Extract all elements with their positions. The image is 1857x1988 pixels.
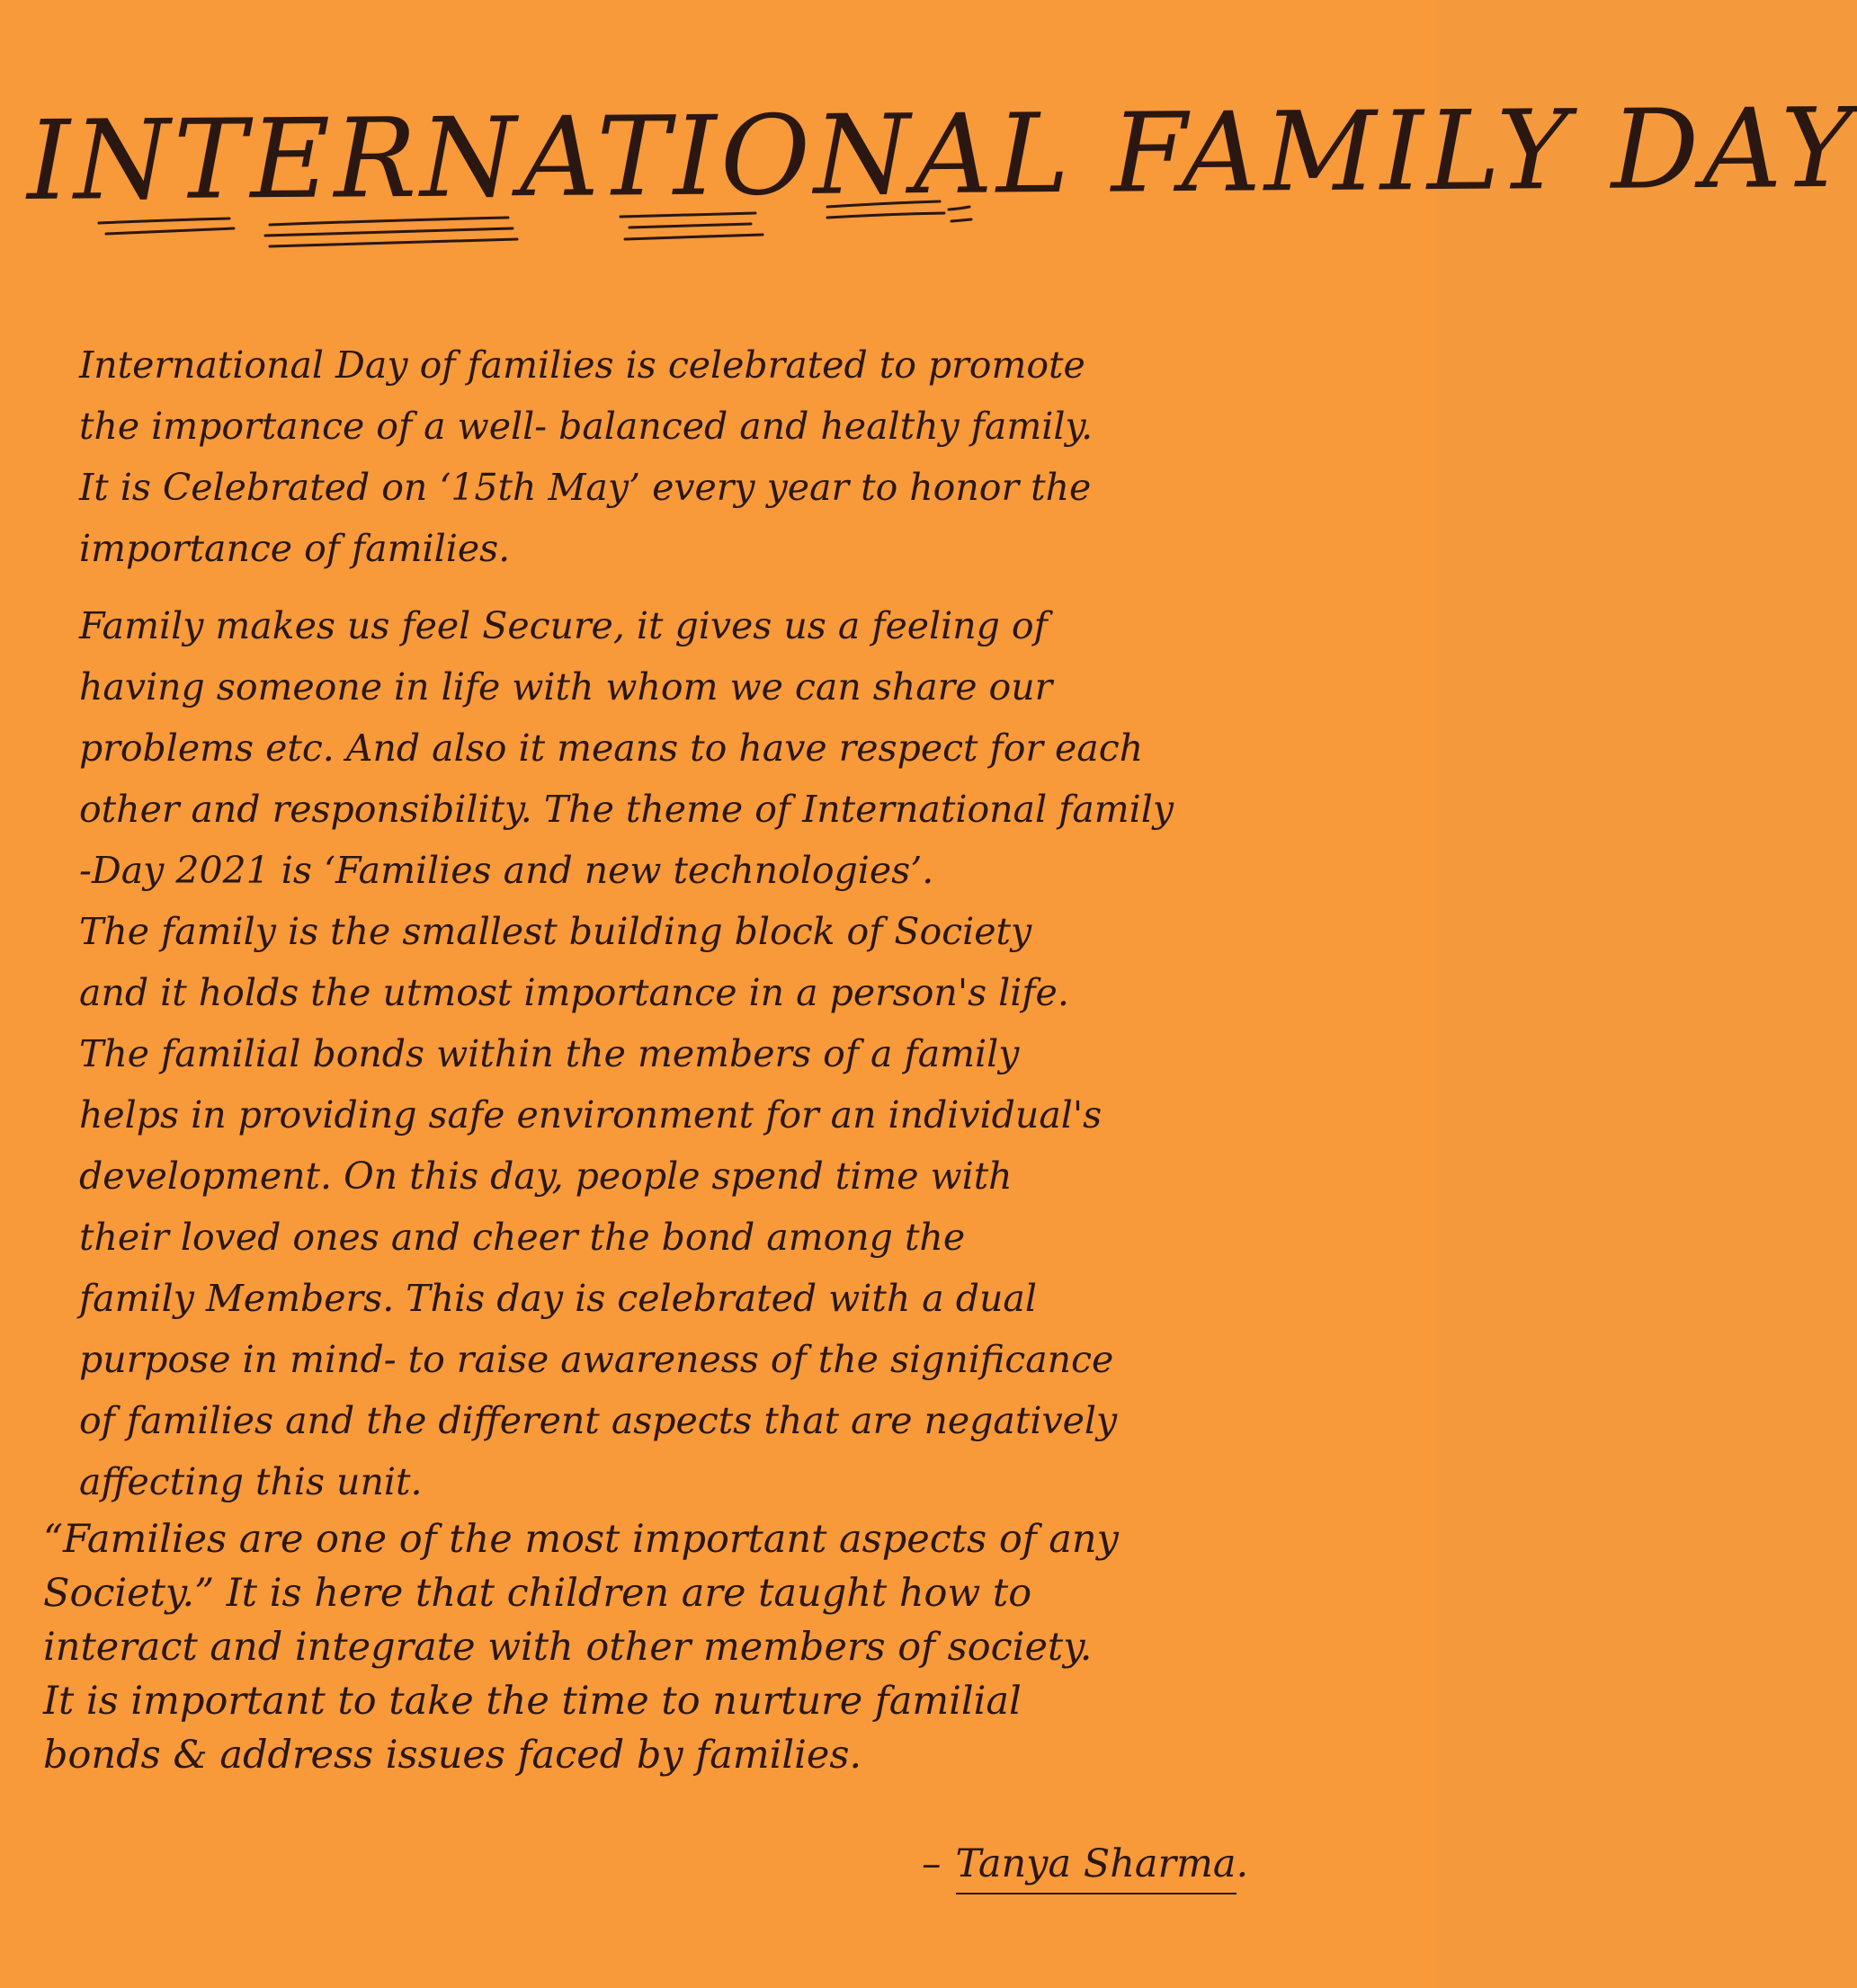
text-line: The familial bonds within the members of a family: [79, 1032, 1020, 1075]
signature-name: Tanya Sharma: [956, 1845, 1237, 1893]
body-text: [79, 334, 1410, 1512]
quote-line: interact and integrate with other members of society.: [43, 1625, 1093, 1670]
signature-terminal: .: [1236, 1841, 1249, 1886]
text-line: -Day 2021 is ‘Families and new technologies’.: [79, 849, 934, 892]
quote-line: Society.” It is here that children are taught how to: [43, 1571, 1032, 1616]
signature: [922, 1841, 1371, 1893]
text-line: The family is the smallest building block of Society: [79, 910, 1032, 953]
page-title: INTERNATIONAL FAMILY DAY: [26, 84, 1857, 225]
quote-line: bonds & address issues faced by families.: [43, 1733, 862, 1778]
text-line: affecting this unit.: [79, 1460, 423, 1503]
text-line: Family makes us feel Secure, it gives us a feeling of: [79, 604, 1048, 647]
signature-dash: –: [922, 1841, 942, 1886]
text-line: having someone in life with whom we can share our: [79, 665, 1053, 709]
paragraph-1: [79, 334, 1410, 579]
text-line: and it holds the utmost importance in a person's life.: [79, 971, 1069, 1014]
quote-line: It is important to take the time to nurture familial: [43, 1679, 1022, 1724]
text-line: the importance of a well- balanced and healthy family.: [79, 405, 1094, 448]
paragraph-2: [79, 595, 1410, 1512]
text-line: development. On this day, people spend time with: [79, 1154, 1013, 1198]
quote-line: “Families are one of the most important aspects of any: [43, 1517, 1119, 1562]
text-line: It is Celebrated on ‘15th May’ every year to honor the: [79, 466, 1092, 509]
text-line: their loved ones and cheer the bond among the: [79, 1216, 966, 1259]
text-line: problems etc. And also it means to have respect for each: [79, 727, 1144, 770]
text-line: helps in providing safe environment for an individual's: [79, 1093, 1103, 1137]
text-line: International Day of families is celebrated to promote: [79, 343, 1085, 387]
text-line: family Members. This day is celebrated with a dual: [79, 1277, 1037, 1320]
text-line: importance of families.: [79, 527, 511, 570]
closing-quote: [43, 1512, 1410, 1782]
text-line: purpose in mind- to raise awareness of the significance: [79, 1338, 1114, 1381]
text-line: other and responsibility. The theme of International family: [79, 788, 1174, 831]
text-line: of families and the different aspects that are negatively: [79, 1399, 1118, 1442]
title-area: [26, 36, 1857, 261]
